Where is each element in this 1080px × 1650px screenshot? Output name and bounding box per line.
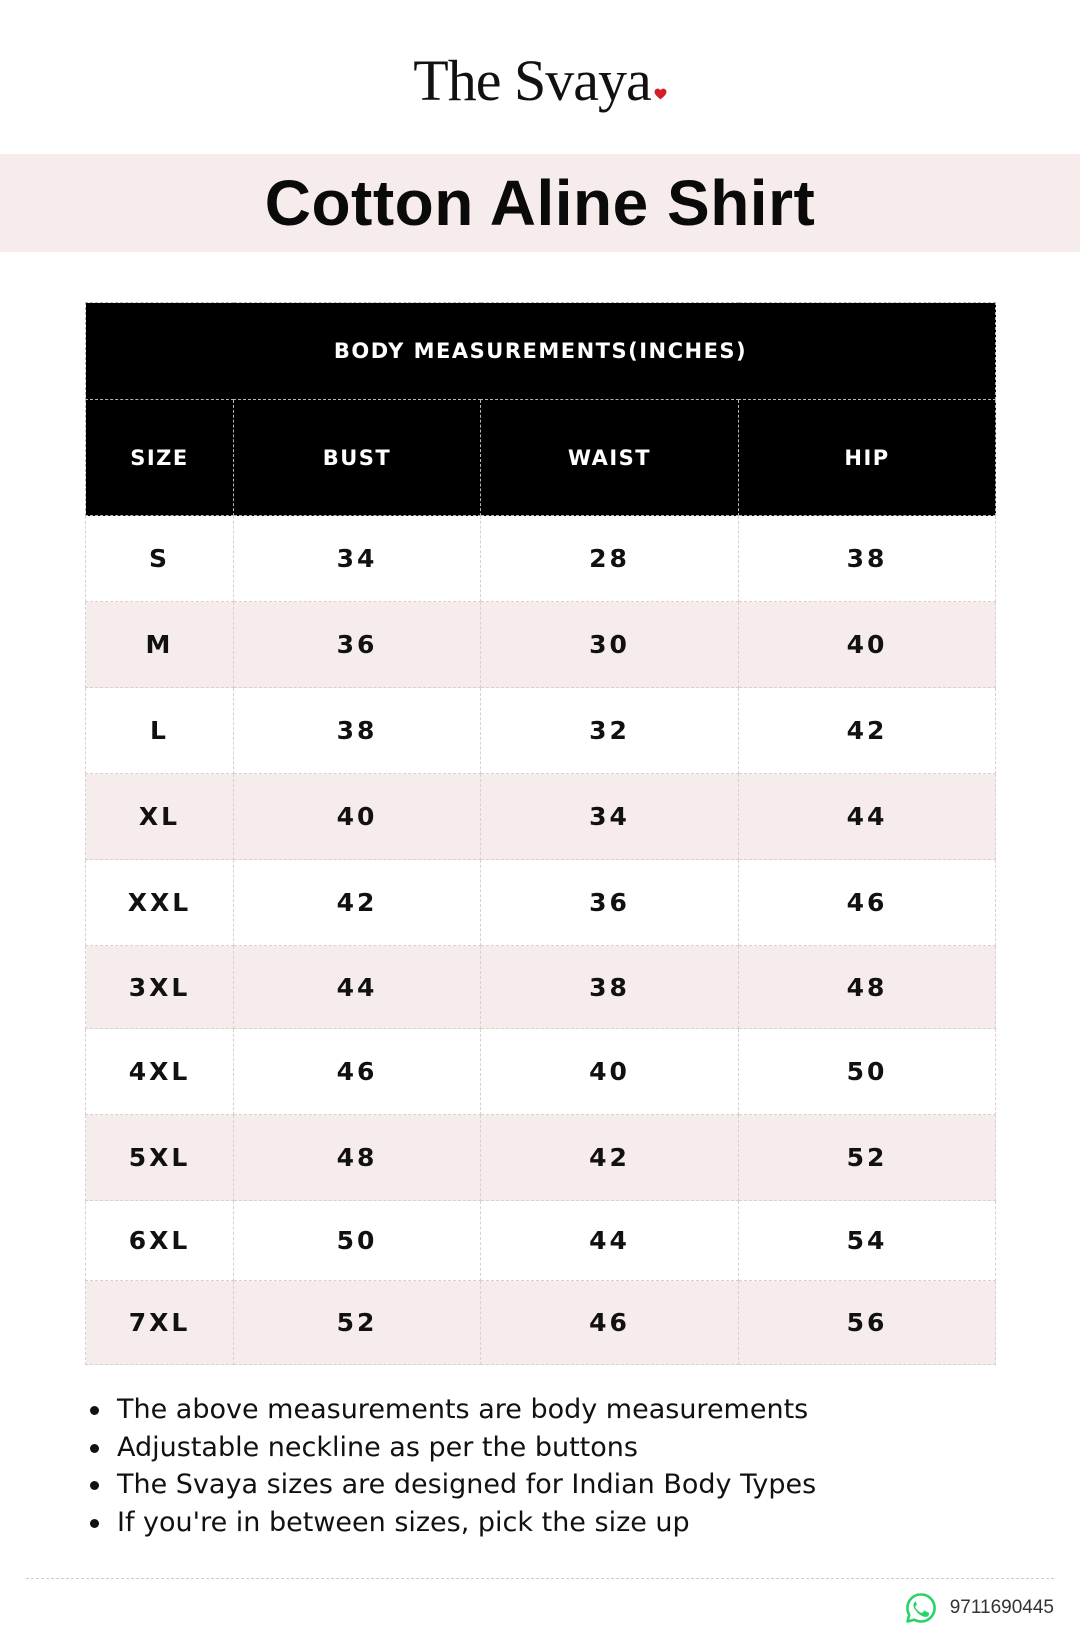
heart-icon: [654, 88, 667, 100]
cell-bust: 46: [234, 1029, 481, 1115]
notes-list: [85, 1391, 995, 1541]
cell-waist: 32: [481, 688, 739, 774]
cell-hip: 48: [739, 946, 996, 1029]
brand-name: The Svaya: [413, 48, 651, 113]
cell-hip: 52: [739, 1115, 996, 1201]
table-header-row: [86, 400, 996, 516]
cell-hip: 40: [739, 602, 996, 688]
cell-size: 3XL: [86, 946, 234, 1029]
cell-waist: 36: [481, 860, 739, 946]
cell-size: M: [86, 602, 234, 688]
cell-size: XL: [86, 774, 234, 860]
table-row: [86, 688, 996, 774]
note-item: Adjustable neckline as per the buttons: [85, 1429, 995, 1467]
cell-hip: 46: [739, 860, 996, 946]
cell-bust: 36: [234, 602, 481, 688]
table-row: [86, 1281, 996, 1365]
cell-hip: 38: [739, 516, 996, 602]
cell-hip: 42: [739, 688, 996, 774]
cell-size: L: [86, 688, 234, 774]
brand-logo: [0, 48, 1080, 113]
whatsapp-icon: [904, 1591, 938, 1625]
cell-hip: 50: [739, 1029, 996, 1115]
cell-bust: 44: [234, 946, 481, 1029]
cell-waist: 28: [481, 516, 739, 602]
cell-waist: 42: [481, 1115, 739, 1201]
cell-size: XXL: [86, 860, 234, 946]
cell-size: 5XL: [86, 1115, 234, 1201]
table-row: [86, 774, 996, 860]
note-item: The above measurements are body measurements: [85, 1391, 995, 1429]
phone-number: 9711690445: [949, 1597, 1054, 1618]
header-hip: HIP: [739, 400, 996, 516]
table-row: [86, 1029, 996, 1115]
table-row: [86, 516, 996, 602]
cell-hip: 56: [739, 1281, 996, 1365]
table-body: [86, 516, 996, 1365]
page-title: Cotton Aline Shirt: [264, 167, 816, 239]
cell-waist: 40: [481, 1029, 739, 1115]
note-item: If you're in between sizes, pick the size up: [85, 1504, 995, 1542]
size-chart-table: [85, 302, 996, 1365]
header-bust: BUST: [234, 400, 481, 516]
table-row: [86, 860, 996, 946]
table-row: [86, 1115, 996, 1201]
cell-bust: 40: [234, 774, 481, 860]
cell-bust: 34: [234, 516, 481, 602]
cell-waist: 30: [481, 602, 739, 688]
cell-size: 6XL: [86, 1201, 234, 1281]
table-row: [86, 1201, 996, 1281]
header-waist: WAIST: [481, 400, 739, 516]
cell-size: 4XL: [86, 1029, 234, 1115]
cell-waist: 46: [481, 1281, 739, 1365]
cell-bust: 38: [234, 688, 481, 774]
cell-waist: 34: [481, 774, 739, 860]
cell-size: 7XL: [86, 1281, 234, 1365]
cell-waist: 44: [481, 1201, 739, 1281]
header-size: SIZE: [86, 400, 234, 516]
contact-info: [904, 1590, 1054, 1626]
table-caption: BODY MEASUREMENTS(INCHES): [86, 303, 996, 400]
cell-bust: 50: [234, 1201, 481, 1281]
cell-hip: 44: [739, 774, 996, 860]
cell-hip: 54: [739, 1201, 996, 1281]
cell-bust: 42: [234, 860, 481, 946]
cell-waist: 38: [481, 946, 739, 1029]
table-row: [86, 946, 996, 1029]
cell-bust: 52: [234, 1281, 481, 1365]
cell-size: S: [86, 516, 234, 602]
cell-bust: 48: [234, 1115, 481, 1201]
footer-divider: [26, 1578, 1054, 1579]
note-item: The Svaya sizes are designed for Indian Body Types: [85, 1466, 995, 1504]
title-band: [0, 154, 1080, 252]
table-caption-row: [86, 303, 996, 400]
table-row: [86, 602, 996, 688]
